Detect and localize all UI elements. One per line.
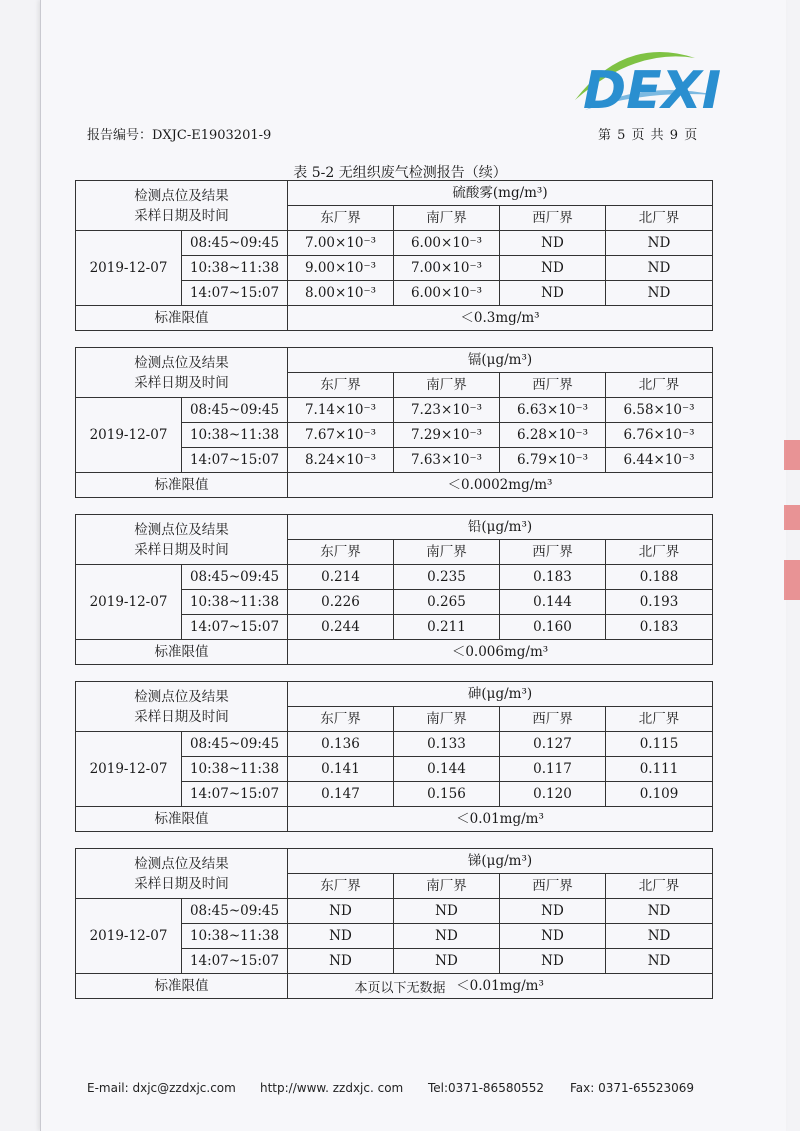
location-header: 北厂界 <box>606 206 713 231</box>
value-cell: ND <box>500 949 606 974</box>
pollutant-header: 铅(μg/m³) <box>288 515 713 540</box>
sample-time-cell: 10:38~11:38 <box>182 256 288 281</box>
table-caption: 表 5-2 无组织废气检测报告（续） <box>293 165 507 181</box>
header-label-line-1: 检测点位及结果 <box>134 855 229 872</box>
pollutant-header: 锑(μg/m³) <box>288 849 713 874</box>
value-cell: 0.141 <box>288 757 394 782</box>
limit-label-cell: 标准限值 <box>76 473 288 498</box>
value-cell: 0.235 <box>394 565 500 590</box>
pollutant-header: 硫酸雾(mg/m³) <box>288 181 713 206</box>
sample-time-cell: 10:38~11:38 <box>182 757 288 782</box>
sample-date-cell: 2019-12-07 <box>76 899 182 974</box>
location-header: 南厂界 <box>394 206 500 231</box>
value-cell: 0.160 <box>500 615 606 640</box>
value-cell: 0.115 <box>606 732 713 757</box>
header-label-cell <box>76 181 288 231</box>
value-cell: ND <box>500 899 606 924</box>
sample-date-cell: 2019-12-07 <box>76 565 182 640</box>
value-cell: 0.214 <box>288 565 394 590</box>
value-cell: 0.244 <box>288 615 394 640</box>
data-table <box>75 347 713 498</box>
value-cell: 6.63×10⁻³ <box>500 398 606 423</box>
sample-date-cell: 2019-12-07 <box>76 231 182 306</box>
company-logo <box>565 40 730 120</box>
location-header: 西厂界 <box>500 206 606 231</box>
sample-time-cell: 08:45~09:45 <box>182 565 288 590</box>
limit-value-cell: ＜0.01mg/m³ <box>288 807 713 832</box>
location-header: 西厂界 <box>500 540 606 565</box>
sample-time-cell: 08:45~09:45 <box>182 899 288 924</box>
table-row <box>76 899 713 924</box>
table-row <box>76 565 713 590</box>
value-cell: 6.44×10⁻³ <box>606 448 713 473</box>
value-cell: 0.144 <box>500 590 606 615</box>
header-label-cell <box>76 348 288 398</box>
value-cell: ND <box>288 949 394 974</box>
limit-label-cell: 标准限值 <box>76 807 288 832</box>
sample-time-cell: 14:07~15:07 <box>182 281 288 306</box>
value-cell: 0.265 <box>394 590 500 615</box>
value-cell: 0.183 <box>606 615 713 640</box>
footer-website: http://www. zzdxjc. com <box>260 1081 404 1095</box>
footer-fax: Fax: 0371-65523069 <box>570 1081 695 1095</box>
limit-value-cell: ＜0.01mg/m³ <box>288 974 713 999</box>
value-cell: 8.00×10⁻³ <box>288 281 394 306</box>
sample-time-cell: 14:07~15:07 <box>182 949 288 974</box>
value-cell: ND <box>606 256 713 281</box>
logo-text: DEXI <box>583 61 722 120</box>
page-number: 第 5 页 共 9 页 <box>598 128 699 143</box>
location-header: 西厂界 <box>500 707 606 732</box>
footer-email: E-mail: dxjc@zzdxjc.com <box>87 1081 236 1095</box>
limit-label-cell: 标准限值 <box>76 306 288 331</box>
limit-row <box>76 473 713 498</box>
location-header: 南厂界 <box>394 707 500 732</box>
value-cell: 7.67×10⁻³ <box>288 423 394 448</box>
value-cell: ND <box>394 949 500 974</box>
value-cell: 6.79×10⁻³ <box>500 448 606 473</box>
sample-time-cell: 14:07~15:07 <box>182 782 288 807</box>
location-header: 东厂界 <box>288 707 394 732</box>
report-number: 报告编号：DXJC-E1903201-9 <box>87 128 272 143</box>
value-cell: 0.188 <box>606 565 713 590</box>
sample-time-cell: 14:07~15:07 <box>182 615 288 640</box>
limit-value-cell: ＜0.006mg/m³ <box>288 640 713 665</box>
value-cell: ND <box>500 256 606 281</box>
pollutant-header: 砷(μg/m³) <box>288 682 713 707</box>
end-of-data-note: 本页以下无数据 <box>354 981 446 996</box>
value-cell: 0.211 <box>394 615 500 640</box>
data-table <box>75 180 713 331</box>
sample-time-cell: 10:38~11:38 <box>182 924 288 949</box>
value-cell: 0.156 <box>394 782 500 807</box>
value-cell: ND <box>606 924 713 949</box>
value-cell: 6.00×10⁻³ <box>394 281 500 306</box>
value-cell: 6.00×10⁻³ <box>394 231 500 256</box>
value-cell: ND <box>394 899 500 924</box>
location-header: 南厂界 <box>394 540 500 565</box>
value-cell: 6.58×10⁻³ <box>606 398 713 423</box>
limit-row <box>76 306 713 331</box>
value-cell: 7.29×10⁻³ <box>394 423 500 448</box>
value-cell: 9.00×10⁻³ <box>288 256 394 281</box>
sample-date-cell: 2019-12-07 <box>76 398 182 473</box>
header-label-cell <box>76 682 288 732</box>
value-cell: ND <box>606 949 713 974</box>
location-header: 东厂界 <box>288 540 394 565</box>
value-cell: ND <box>606 231 713 256</box>
table-row <box>76 231 713 256</box>
location-header: 东厂界 <box>288 206 394 231</box>
header-label-line-1: 检测点位及结果 <box>134 521 229 538</box>
value-cell: 0.193 <box>606 590 713 615</box>
value-cell: 8.24×10⁻³ <box>288 448 394 473</box>
value-cell: 0.133 <box>394 732 500 757</box>
limit-value-cell: ＜0.0002mg/m³ <box>288 473 713 498</box>
location-header: 西厂界 <box>500 874 606 899</box>
value-cell: ND <box>606 281 713 306</box>
table-row <box>76 732 713 757</box>
value-cell: 0.111 <box>606 757 713 782</box>
header-label-line-2: 采样日期及时间 <box>134 541 229 558</box>
data-table <box>75 681 713 832</box>
location-header: 北厂界 <box>606 707 713 732</box>
table-row <box>76 398 713 423</box>
value-cell: ND <box>500 231 606 256</box>
location-header: 东厂界 <box>288 373 394 398</box>
location-header: 北厂界 <box>606 373 713 398</box>
value-cell: 7.63×10⁻³ <box>394 448 500 473</box>
value-cell: ND <box>288 924 394 949</box>
value-cell: 7.00×10⁻³ <box>394 256 500 281</box>
red-stamp-mark <box>784 440 800 470</box>
value-cell: 0.127 <box>500 732 606 757</box>
value-cell: 0.136 <box>288 732 394 757</box>
value-cell: 0.147 <box>288 782 394 807</box>
footer-tel: Tel:0371-86580552 <box>428 1081 544 1095</box>
value-cell: ND <box>500 281 606 306</box>
header-label-line-2: 采样日期及时间 <box>134 875 229 892</box>
header-label-line-1: 检测点位及结果 <box>134 354 229 371</box>
header-label-cell <box>76 849 288 899</box>
location-header: 北厂界 <box>606 874 713 899</box>
value-cell: 7.14×10⁻³ <box>288 398 394 423</box>
value-cell: 0.183 <box>500 565 606 590</box>
location-header: 西厂界 <box>500 373 606 398</box>
limit-row <box>76 807 713 832</box>
location-header: 东厂界 <box>288 874 394 899</box>
header-label-line-2: 采样日期及时间 <box>134 708 229 725</box>
value-cell: 6.76×10⁻³ <box>606 423 713 448</box>
location-header: 南厂界 <box>394 874 500 899</box>
dexi-logo-graphic <box>565 40 730 120</box>
value-cell: ND <box>500 924 606 949</box>
value-cell: ND <box>288 899 394 924</box>
header-label-line-2: 采样日期及时间 <box>134 374 229 391</box>
red-stamp-mark <box>784 505 800 530</box>
limit-label-cell: 标准限值 <box>76 974 288 999</box>
value-cell: 6.28×10⁻³ <box>500 423 606 448</box>
header-label-line-1: 检测点位及结果 <box>134 187 229 204</box>
value-cell: ND <box>606 899 713 924</box>
limit-row <box>76 640 713 665</box>
sample-time-cell: 14:07~15:07 <box>182 448 288 473</box>
value-cell: 0.117 <box>500 757 606 782</box>
header-label-line-2: 采样日期及时间 <box>134 207 229 224</box>
header-label-cell <box>76 515 288 565</box>
value-cell: 0.226 <box>288 590 394 615</box>
value-cell: ND <box>394 924 500 949</box>
value-cell: 0.109 <box>606 782 713 807</box>
red-stamp-mark <box>784 560 800 600</box>
value-cell: 7.23×10⁻³ <box>394 398 500 423</box>
value-cell: 0.144 <box>394 757 500 782</box>
sample-time-cell: 10:38~11:38 <box>182 423 288 448</box>
sample-time-cell: 08:45~09:45 <box>182 732 288 757</box>
location-header: 南厂界 <box>394 373 500 398</box>
limit-label-cell: 标准限值 <box>76 640 288 665</box>
sample-date-cell: 2019-12-07 <box>76 732 182 807</box>
sample-time-cell: 08:45~09:45 <box>182 231 288 256</box>
data-table <box>75 514 713 665</box>
location-header: 北厂界 <box>606 540 713 565</box>
pollutant-header: 镉(μg/m³) <box>288 348 713 373</box>
value-cell: 0.120 <box>500 782 606 807</box>
header-label-line-1: 检测点位及结果 <box>134 688 229 705</box>
value-cell: 7.00×10⁻³ <box>288 231 394 256</box>
limit-value-cell: ＜0.3mg/m³ <box>288 306 713 331</box>
sample-time-cell: 08:45~09:45 <box>182 398 288 423</box>
sample-time-cell: 10:38~11:38 <box>182 590 288 615</box>
